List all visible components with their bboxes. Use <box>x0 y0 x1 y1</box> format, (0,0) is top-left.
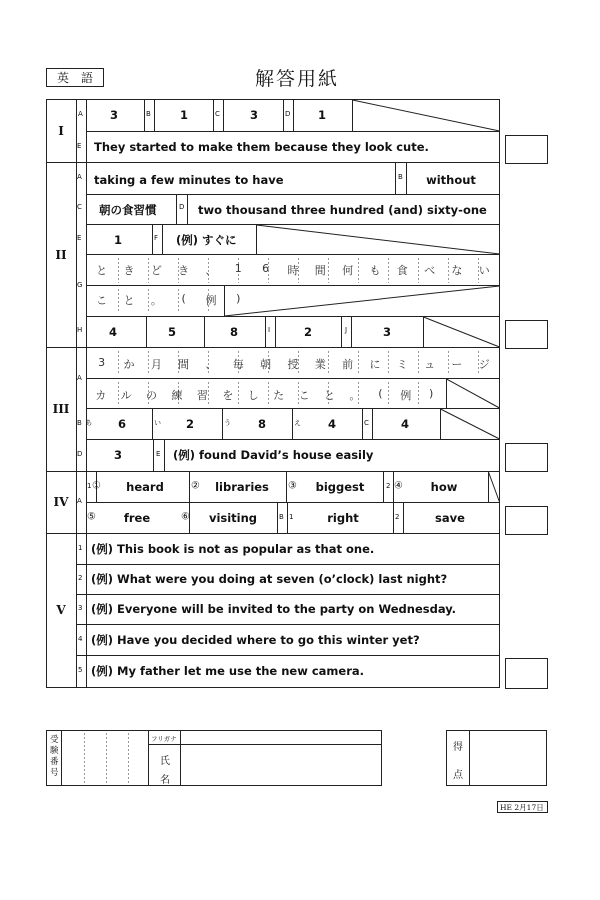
label-III-B-u: う <box>224 419 231 427</box>
label-V-3: 3 <box>78 604 83 612</box>
label-II-E: E <box>77 234 82 242</box>
score-label-2: 点 <box>453 770 463 781</box>
label-II-C: C <box>77 203 82 211</box>
label-II-J: J <box>345 326 348 334</box>
label-III-B-i: い <box>154 419 161 427</box>
grid-char: 1 <box>234 262 242 275</box>
grid-char: と <box>96 264 108 277</box>
label-V-4: 4 <box>78 635 83 643</box>
answer-III-B-i[interactable]: 2 <box>185 417 195 431</box>
grid-char: ミ <box>396 358 408 371</box>
answer-IV-A-5[interactable]: free <box>123 511 151 525</box>
grid-char: カ <box>95 389 107 402</box>
label-IV-B-1: 1 <box>289 513 294 521</box>
section-label-II: II <box>55 248 67 262</box>
label-I-B: B <box>146 110 151 118</box>
grid-char: ル <box>120 389 132 402</box>
answer-II-H-2[interactable]: 5 <box>167 325 177 339</box>
answer-I-C[interactable]: 3 <box>249 108 259 122</box>
answer-III-C[interactable]: 4 <box>400 417 410 431</box>
answer-V-3[interactable]: (例) Everyone will be invited to the party on Wednesday. <box>91 602 457 616</box>
answer-II-G-row2[interactable] <box>88 292 252 308</box>
grid-char: 。 <box>349 389 361 402</box>
grid-char: 月 <box>150 358 162 371</box>
grid-char: べ <box>424 264 436 277</box>
grid-char: ど <box>150 264 162 277</box>
grid-char: し <box>247 389 259 402</box>
answer-I-A[interactable]: 3 <box>109 108 119 122</box>
grid-char: 例 <box>400 389 412 402</box>
section-label-V: V <box>56 603 66 617</box>
grid-char: 練 <box>171 389 183 402</box>
grid-char: を <box>222 389 234 402</box>
answer-I-B[interactable]: 1 <box>179 108 189 122</box>
label-II-F: F <box>154 234 159 242</box>
score-box-IV[interactable] <box>505 506 548 535</box>
grid-char: 例 <box>205 294 217 307</box>
score-box-III[interactable] <box>505 443 548 472</box>
answer-IV-A-1[interactable]: heard <box>126 480 164 494</box>
grid-char: も <box>369 264 381 277</box>
grid-char: 6 <box>262 262 270 275</box>
furigana-label: フリガナ <box>151 735 177 743</box>
answer-III-D[interactable]: 3 <box>113 448 123 462</box>
answer-IV-B-2[interactable]: save <box>435 511 465 525</box>
num-IV-5: ⑤ <box>87 511 96 523</box>
grid-char: こ <box>298 389 310 402</box>
answer-IV-A-2[interactable]: libraries <box>215 480 269 494</box>
grid-char: か <box>123 358 135 371</box>
answer-IV-B-1[interactable]: right <box>327 511 359 525</box>
label-V-1: 1 <box>78 544 83 552</box>
answer-II-J[interactable]: 3 <box>382 325 392 339</box>
grid-char: ュ <box>424 358 436 371</box>
answer-III-B-u[interactable]: 8 <box>257 417 267 431</box>
answer-V-2[interactable]: (例) What were you doing at seven (o’clock) last night? <box>91 572 448 586</box>
grid-char: 食 <box>396 264 408 277</box>
answer-II-F[interactable]: (例) すぐに <box>176 233 237 247</box>
grid-char: の <box>146 389 158 402</box>
grid-char: い <box>478 264 490 277</box>
grid-char: に <box>369 358 381 371</box>
subject-label: 英 語 <box>46 68 104 87</box>
grid-char: 朝 <box>260 358 272 371</box>
label-IV-A-1: 1 <box>87 482 92 490</box>
grid-char: 毎 <box>232 358 244 371</box>
grid-char: 。 <box>150 294 162 307</box>
grid-char: 間 <box>178 358 190 371</box>
label-III-C: C <box>364 419 369 427</box>
grid-char: き <box>123 264 135 277</box>
answer-II-A[interactable]: taking a few minutes to have <box>94 173 284 187</box>
label-V-2: 2 <box>78 574 83 582</box>
grid-char: ) <box>429 387 434 400</box>
label-III-B-e: え <box>294 419 301 427</box>
label-I-D: D <box>285 110 291 118</box>
grid-char: と <box>123 294 135 307</box>
score-box-I[interactable] <box>505 135 548 164</box>
label-IV-B-2: 2 <box>395 513 400 521</box>
grid-char: ( <box>181 292 186 305</box>
grid-char: 業 <box>314 358 326 371</box>
answer-III-E[interactable]: (例) found David’s house easily <box>173 448 374 462</box>
label-IV-B: B <box>279 513 284 521</box>
answer-III-A-row2[interactable] <box>88 387 444 403</box>
furigana-field[interactable] <box>181 731 381 744</box>
label-I-C: C <box>215 110 220 118</box>
grid-char: 間 <box>314 264 326 277</box>
score-box-V[interactable] <box>505 658 548 689</box>
exam-number-label: 受験番号 <box>50 735 59 778</box>
answer-II-B[interactable]: without <box>426 173 476 187</box>
num-IV-3: ③ <box>288 480 297 492</box>
grid-char: 3 <box>98 356 106 369</box>
answer-II-C[interactable]: 朝の食習慣 <box>99 203 157 217</box>
label-II-A: A <box>77 173 82 181</box>
label-IV-A: A <box>77 497 82 505</box>
grid-char: 、 <box>205 264 217 277</box>
answer-II-D[interactable]: two thousand three hundred (and) sixty-one <box>198 203 487 217</box>
grid-char: な <box>451 264 463 277</box>
grid-char: 何 <box>342 264 354 277</box>
grid-char: ) <box>236 292 241 305</box>
exam-number-field[interactable] <box>62 731 148 785</box>
label-II-H: H <box>77 326 83 334</box>
answer-III-B-a[interactable]: 6 <box>117 417 127 431</box>
label-IV-A-2: 2 <box>386 482 391 490</box>
answer-II-H-1[interactable]: 4 <box>108 325 118 339</box>
grid-char: ー <box>451 358 463 371</box>
label-III-A: A <box>77 374 82 382</box>
answer-II-G-row1[interactable] <box>88 262 498 278</box>
label-II-I: I <box>268 326 271 334</box>
answer-V-1[interactable]: (例) This book is not as popular as that one. <box>91 542 375 556</box>
grid-char: 習 <box>196 389 208 402</box>
name-label-1: 氏 <box>160 756 170 767</box>
score-label-1: 得 <box>453 742 463 753</box>
grid-char: き <box>178 264 190 277</box>
answer-V-5[interactable]: (例) My father let me use the new camera. <box>91 664 365 678</box>
num-IV-1: ① <box>92 480 101 492</box>
form-code: HE 2月17日 <box>500 803 544 812</box>
label-III-B: B <box>77 419 82 427</box>
answer-V-4[interactable]: (例) Have you decided where to go this winter yet? <box>91 633 420 647</box>
label-III-D: D <box>77 450 83 458</box>
label-I-E: E <box>77 142 82 150</box>
grid-char: と <box>324 389 335 402</box>
label-I-A: A <box>78 110 83 118</box>
section-label-III: III <box>52 402 70 416</box>
answer-IV-A-3[interactable]: biggest <box>315 480 365 494</box>
label-II-B: B <box>398 173 403 181</box>
grid-char: 授 <box>287 358 299 371</box>
answer-II-I[interactable]: 2 <box>303 325 313 339</box>
label-V-5: 5 <box>78 666 83 674</box>
answer-IV-A-4[interactable]: how <box>430 480 458 494</box>
answer-II-H-3[interactable]: 8 <box>229 325 239 339</box>
answer-I-E[interactable]: They started to make them because they look cute. <box>94 140 429 154</box>
label-III-E: E <box>156 450 161 458</box>
num-IV-6: ⑥ <box>181 511 190 523</box>
grid-char: た <box>273 389 285 402</box>
grid-char: こ <box>96 294 108 307</box>
label-III-B-a: あ <box>85 419 92 427</box>
answer-III-A-row1[interactable] <box>88 356 498 372</box>
grid-char: 、 <box>205 358 217 371</box>
name-label-2: 名 <box>160 775 170 786</box>
grid-char: 前 <box>342 358 354 371</box>
answer-I-D[interactable]: 1 <box>317 108 327 122</box>
grid-char: ( <box>378 387 383 400</box>
total-score-field[interactable] <box>470 731 546 785</box>
name-field[interactable] <box>181 745 381 785</box>
section-label-IV: IV <box>53 495 69 509</box>
grid-char: 時 <box>287 264 299 277</box>
section-label-I: I <box>58 124 64 138</box>
answer-II-E[interactable]: 1 <box>113 233 123 247</box>
answer-IV-A-6[interactable]: visiting <box>208 511 258 525</box>
num-IV-2: ② <box>191 480 200 492</box>
label-II-G: G <box>77 281 83 289</box>
label-II-D: D <box>179 203 185 211</box>
num-IV-4: ④ <box>394 480 403 492</box>
grid-char: ジ <box>478 358 490 371</box>
page-title: 解答用紙 <box>255 68 340 90</box>
answer-III-B-e[interactable]: 4 <box>327 417 337 431</box>
score-box-II[interactable] <box>505 320 548 349</box>
